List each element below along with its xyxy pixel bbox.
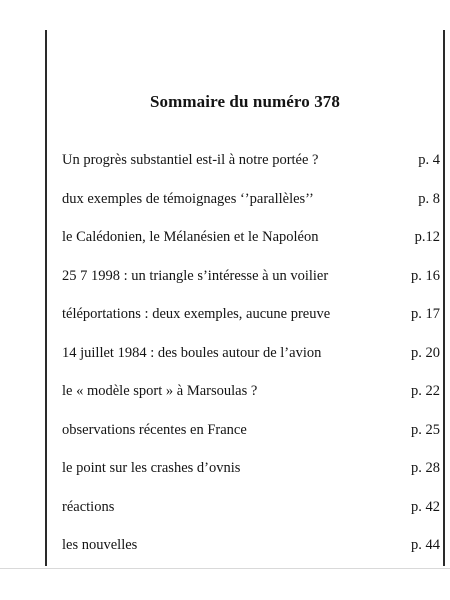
toc-entry-page: p.12 <box>414 229 440 245</box>
table-of-contents <box>62 150 440 574</box>
page-title: Sommaire du numéro 378 <box>150 92 340 111</box>
toc-entry <box>62 420 440 459</box>
toc-entry-title: 14 juillet 1984 : des boules autour de l’avion <box>62 344 322 361</box>
toc-entry-page: p. 44 <box>411 537 440 553</box>
toc-entry-title: observations récentes en France <box>62 421 247 438</box>
toc-entry <box>62 458 440 497</box>
toc-entry-page: p. 25 <box>411 421 440 438</box>
toc-entry-page: p. 20 <box>411 344 440 361</box>
toc-entry-page: p. 42 <box>411 498 440 515</box>
toc-entry-title: réactions <box>62 498 115 515</box>
toc-entry <box>62 266 440 305</box>
toc-entry-title: téléportations : deux exemples, aucune preuve <box>62 306 331 322</box>
toc-entry <box>62 381 440 420</box>
toc-entry <box>62 150 440 189</box>
toc-entry-page: p. 8 <box>418 190 440 207</box>
toc-entry-title: 25 7 1998 : un triangle s’intéresse à un voilier <box>62 267 329 284</box>
left-margin-rule <box>45 30 47 566</box>
toc-entry-page: p. 22 <box>411 383 440 399</box>
toc-entry <box>62 304 440 343</box>
toc-entry-page: p. 28 <box>411 460 440 476</box>
toc-entry-page: p. 16 <box>411 267 440 284</box>
toc-entry-title: le point sur les crashes d’ovnis <box>62 460 241 476</box>
toc-entry <box>62 227 440 266</box>
toc-entry <box>62 497 440 536</box>
toc-entry <box>62 189 440 228</box>
toc-entry-title: le Calédonien, le Mélanésien et le Napoléon <box>62 229 319 245</box>
toc-entry <box>62 535 440 574</box>
toc-entry-title: Un progrès substantiel est-il à notre portée ? <box>62 152 319 168</box>
toc-entry-title: dux exemples de témoignages ‘’parallèles’’ <box>62 190 314 207</box>
toc-entry-title: le « modèle sport » à Marsoulas ? <box>62 383 258 399</box>
toc-entry-page: p. 4 <box>418 152 440 168</box>
right-margin-rule <box>443 30 445 566</box>
toc-entry <box>62 343 440 382</box>
toc-entry-title: les nouvelles <box>62 537 138 553</box>
toc-entry-page: p. 17 <box>411 306 440 322</box>
